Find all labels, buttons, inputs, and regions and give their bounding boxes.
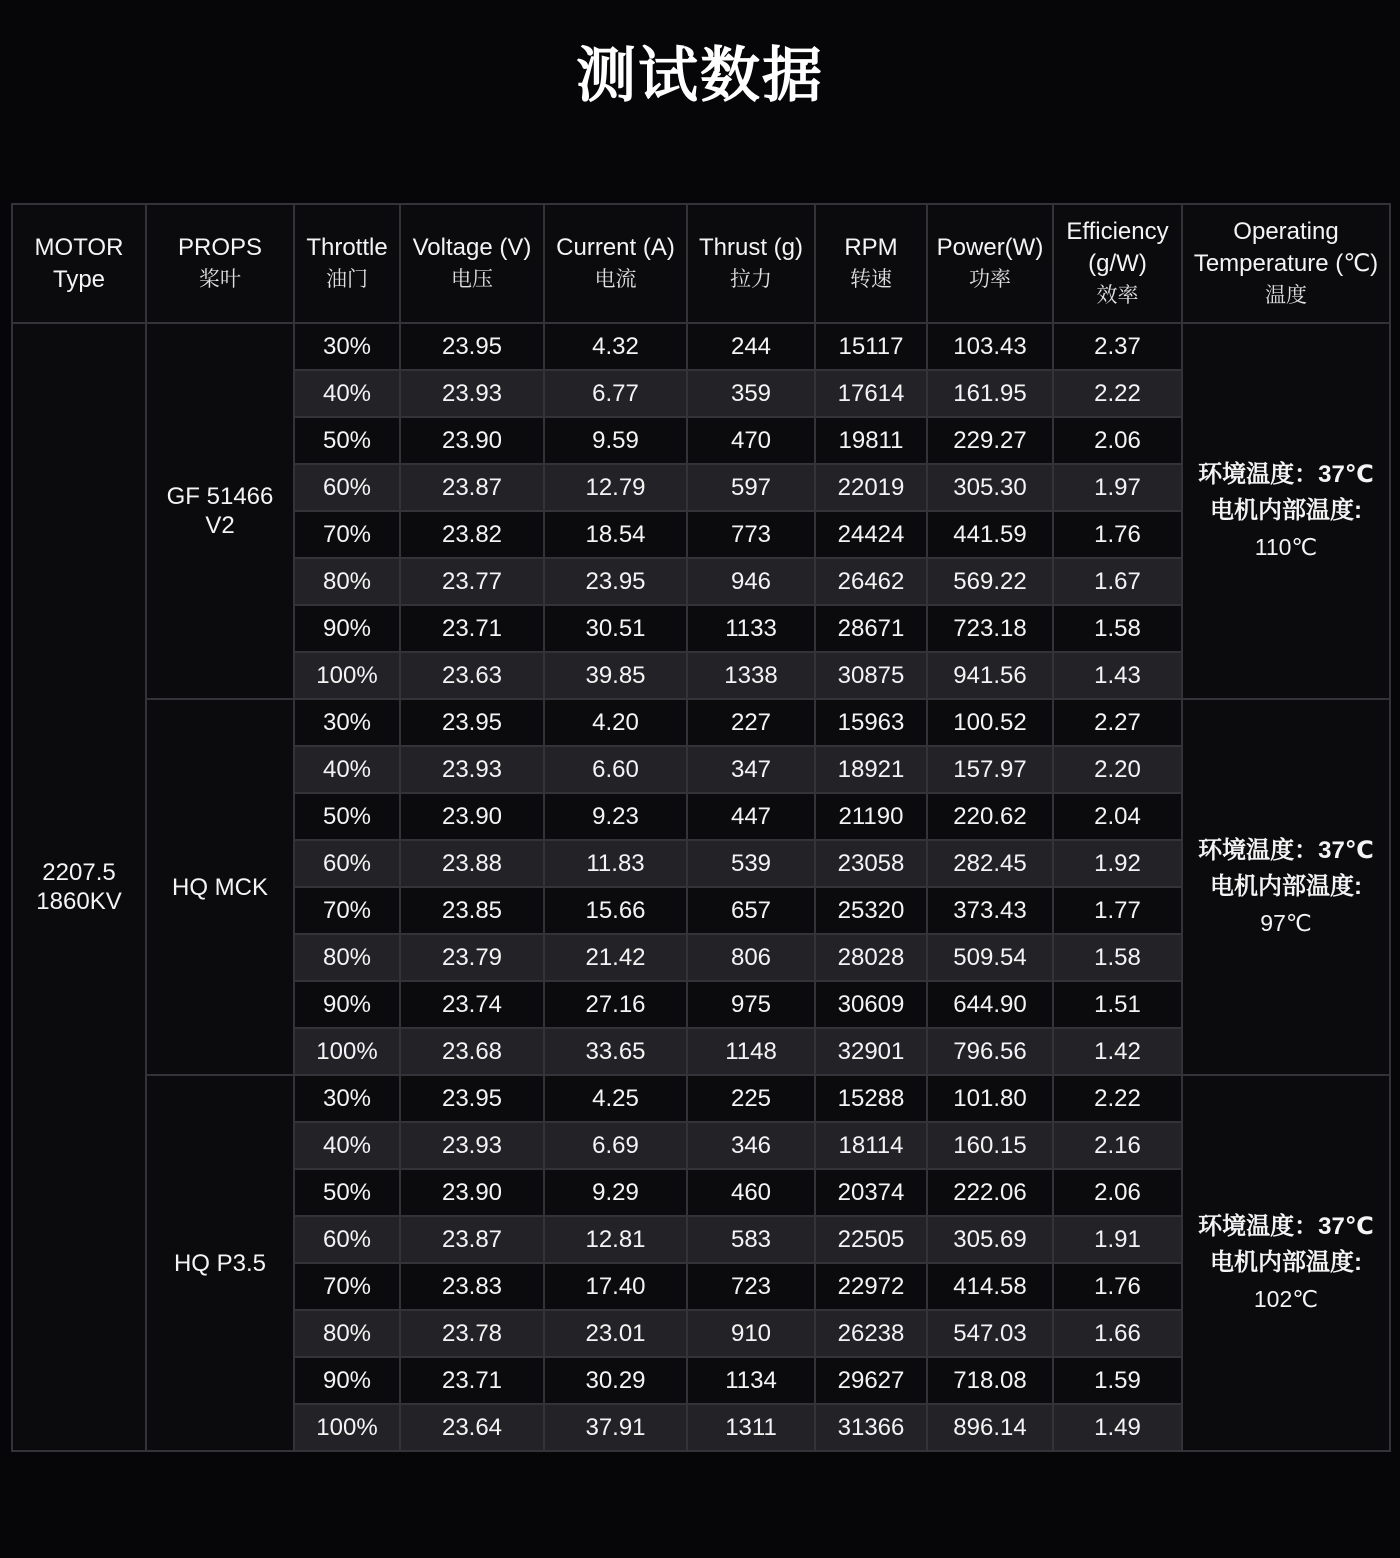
current-cell: 6.77 bbox=[544, 370, 687, 417]
table-body bbox=[12, 323, 1390, 1451]
efficiency-cell: 1.49 bbox=[1053, 1404, 1182, 1451]
efficiency-cell: 2.37 bbox=[1053, 323, 1182, 370]
power-cell: 644.90 bbox=[927, 981, 1053, 1028]
motor-type-cell: 2207.5 1860KV bbox=[12, 323, 146, 1451]
power-cell: 305.69 bbox=[927, 1216, 1053, 1263]
header-operating-temperature: Operating Temperature (℃) 温度 bbox=[1182, 204, 1390, 323]
rpm-cell: 26462 bbox=[815, 558, 927, 605]
rpm-cell: 29627 bbox=[815, 1357, 927, 1404]
power-cell: 569.22 bbox=[927, 558, 1053, 605]
throttle-cell: 30% bbox=[294, 699, 400, 746]
table-row bbox=[12, 699, 1390, 746]
voltage-cell: 23.88 bbox=[400, 840, 544, 887]
current-cell: 30.29 bbox=[544, 1357, 687, 1404]
table-header bbox=[12, 204, 1390, 323]
voltage-cell: 23.95 bbox=[400, 323, 544, 370]
thrust-cell: 806 bbox=[687, 934, 815, 981]
voltage-cell: 23.71 bbox=[400, 1357, 544, 1404]
voltage-cell: 23.93 bbox=[400, 370, 544, 417]
rpm-cell: 28671 bbox=[815, 605, 927, 652]
current-cell: 37.91 bbox=[544, 1404, 687, 1451]
throttle-cell: 90% bbox=[294, 605, 400, 652]
power-cell: 101.80 bbox=[927, 1075, 1053, 1122]
thrust-cell: 597 bbox=[687, 464, 815, 511]
efficiency-cell: 1.76 bbox=[1053, 511, 1182, 558]
thrust-cell: 657 bbox=[687, 887, 815, 934]
current-cell: 30.51 bbox=[544, 605, 687, 652]
prop-cell-hq-mck: HQ MCK bbox=[146, 699, 294, 1075]
throttle-cell: 80% bbox=[294, 934, 400, 981]
thrust-cell: 225 bbox=[687, 1075, 815, 1122]
power-cell: 414.58 bbox=[927, 1263, 1053, 1310]
rpm-cell: 20374 bbox=[815, 1169, 927, 1216]
rpm-cell: 28028 bbox=[815, 934, 927, 981]
rpm-cell: 30875 bbox=[815, 652, 927, 699]
efficiency-cell: 2.27 bbox=[1053, 699, 1182, 746]
thrust-cell: 723 bbox=[687, 1263, 815, 1310]
power-cell: 547.03 bbox=[927, 1310, 1053, 1357]
throttle-cell: 70% bbox=[294, 1263, 400, 1310]
current-cell: 17.40 bbox=[544, 1263, 687, 1310]
thrust-cell: 773 bbox=[687, 511, 815, 558]
throttle-cell: 50% bbox=[294, 1169, 400, 1216]
power-cell: 796.56 bbox=[927, 1028, 1053, 1075]
voltage-cell: 23.95 bbox=[400, 699, 544, 746]
current-cell: 12.81 bbox=[544, 1216, 687, 1263]
rpm-cell: 18114 bbox=[815, 1122, 927, 1169]
thrust-cell: 975 bbox=[687, 981, 815, 1028]
throttle-cell: 70% bbox=[294, 887, 400, 934]
voltage-cell: 23.90 bbox=[400, 793, 544, 840]
power-cell: 723.18 bbox=[927, 605, 1053, 652]
voltage-cell: 23.79 bbox=[400, 934, 544, 981]
voltage-cell: 23.71 bbox=[400, 605, 544, 652]
power-cell: 441.59 bbox=[927, 511, 1053, 558]
table-row bbox=[12, 323, 1390, 370]
voltage-cell: 23.68 bbox=[400, 1028, 544, 1075]
power-cell: 220.62 bbox=[927, 793, 1053, 840]
thrust-cell: 1338 bbox=[687, 652, 815, 699]
current-cell: 23.01 bbox=[544, 1310, 687, 1357]
thrust-cell: 910 bbox=[687, 1310, 815, 1357]
throttle-cell: 40% bbox=[294, 370, 400, 417]
power-cell: 941.56 bbox=[927, 652, 1053, 699]
efficiency-cell: 2.20 bbox=[1053, 746, 1182, 793]
efficiency-cell: 1.66 bbox=[1053, 1310, 1182, 1357]
efficiency-cell: 1.92 bbox=[1053, 840, 1182, 887]
current-cell: 6.69 bbox=[544, 1122, 687, 1169]
temperature-cell-hq-p3-5: 环境温度：37℃ 电机内部温度: 102℃ bbox=[1182, 1075, 1390, 1451]
header-voltage: Voltage (V) 电压 bbox=[400, 204, 544, 323]
power-cell: 282.45 bbox=[927, 840, 1053, 887]
current-cell: 9.23 bbox=[544, 793, 687, 840]
power-cell: 100.52 bbox=[927, 699, 1053, 746]
thrust-cell: 1133 bbox=[687, 605, 815, 652]
rpm-cell: 32901 bbox=[815, 1028, 927, 1075]
efficiency-cell: 2.06 bbox=[1053, 417, 1182, 464]
efficiency-cell: 2.22 bbox=[1053, 1075, 1182, 1122]
thrust-cell: 359 bbox=[687, 370, 815, 417]
thrust-cell: 470 bbox=[687, 417, 815, 464]
voltage-cell: 23.83 bbox=[400, 1263, 544, 1310]
page-title: 测试数据 bbox=[576, 42, 824, 109]
header-power: Power(W) 功率 bbox=[927, 204, 1053, 323]
thrust-cell: 227 bbox=[687, 699, 815, 746]
rpm-cell: 15963 bbox=[815, 699, 927, 746]
thrust-cell: 1148 bbox=[687, 1028, 815, 1075]
header-thrust: Thrust (g) 拉力 bbox=[687, 204, 815, 323]
current-cell: 4.32 bbox=[544, 323, 687, 370]
throttle-cell: 90% bbox=[294, 981, 400, 1028]
efficiency-cell: 1.58 bbox=[1053, 934, 1182, 981]
power-cell: 157.97 bbox=[927, 746, 1053, 793]
thrust-cell: 1311 bbox=[687, 1404, 815, 1451]
current-cell: 27.16 bbox=[544, 981, 687, 1028]
power-cell: 509.54 bbox=[927, 934, 1053, 981]
power-cell: 718.08 bbox=[927, 1357, 1053, 1404]
throttle-cell: 60% bbox=[294, 464, 400, 511]
rpm-cell: 18921 bbox=[815, 746, 927, 793]
motor-test-data-table bbox=[11, 203, 1391, 1452]
power-cell: 103.43 bbox=[927, 323, 1053, 370]
rpm-cell: 22019 bbox=[815, 464, 927, 511]
rpm-cell: 22972 bbox=[815, 1263, 927, 1310]
temperature-cell-hq-mck: 环境温度：37℃ 电机内部温度: 97℃ bbox=[1182, 699, 1390, 1075]
throttle-cell: 30% bbox=[294, 1075, 400, 1122]
voltage-cell: 23.78 bbox=[400, 1310, 544, 1357]
table-row bbox=[12, 1075, 1390, 1122]
efficiency-cell: 2.16 bbox=[1053, 1122, 1182, 1169]
throttle-cell: 40% bbox=[294, 746, 400, 793]
header-props: PROPS 桨叶 bbox=[146, 204, 294, 323]
throttle-cell: 100% bbox=[294, 652, 400, 699]
voltage-cell: 23.90 bbox=[400, 417, 544, 464]
rpm-cell: 21190 bbox=[815, 793, 927, 840]
rpm-cell: 23058 bbox=[815, 840, 927, 887]
current-cell: 39.85 bbox=[544, 652, 687, 699]
current-cell: 4.25 bbox=[544, 1075, 687, 1122]
thrust-cell: 447 bbox=[687, 793, 815, 840]
header-efficiency: Efficiency (g/W) 效率 bbox=[1053, 204, 1182, 323]
rpm-cell: 19811 bbox=[815, 417, 927, 464]
power-cell: 896.14 bbox=[927, 1404, 1053, 1451]
efficiency-cell: 1.77 bbox=[1053, 887, 1182, 934]
efficiency-cell: 1.97 bbox=[1053, 464, 1182, 511]
efficiency-cell: 1.67 bbox=[1053, 558, 1182, 605]
throttle-cell: 90% bbox=[294, 1357, 400, 1404]
current-cell: 9.29 bbox=[544, 1169, 687, 1216]
current-cell: 6.60 bbox=[544, 746, 687, 793]
efficiency-cell: 1.76 bbox=[1053, 1263, 1182, 1310]
voltage-cell: 23.93 bbox=[400, 746, 544, 793]
power-cell: 160.15 bbox=[927, 1122, 1053, 1169]
throttle-cell: 30% bbox=[294, 323, 400, 370]
rpm-cell: 24424 bbox=[815, 511, 927, 558]
current-cell: 11.83 bbox=[544, 840, 687, 887]
header-motor-type: MOTOR Type bbox=[12, 204, 146, 323]
thrust-cell: 244 bbox=[687, 323, 815, 370]
thrust-cell: 347 bbox=[687, 746, 815, 793]
header-throttle: Throttle 油门 bbox=[294, 204, 400, 323]
voltage-cell: 23.82 bbox=[400, 511, 544, 558]
voltage-cell: 23.74 bbox=[400, 981, 544, 1028]
throttle-cell: 70% bbox=[294, 511, 400, 558]
power-cell: 305.30 bbox=[927, 464, 1053, 511]
rpm-cell: 31366 bbox=[815, 1404, 927, 1451]
temperature-cell-gf-51466-v2: 环境温度：37℃ 电机内部温度: 110℃ bbox=[1182, 323, 1390, 699]
current-cell: 12.79 bbox=[544, 464, 687, 511]
thrust-cell: 583 bbox=[687, 1216, 815, 1263]
voltage-cell: 23.90 bbox=[400, 1169, 544, 1216]
rpm-cell: 15288 bbox=[815, 1075, 927, 1122]
efficiency-cell: 2.22 bbox=[1053, 370, 1182, 417]
efficiency-cell: 1.59 bbox=[1053, 1357, 1182, 1404]
header-rpm: RPM 转速 bbox=[815, 204, 927, 323]
throttle-cell: 50% bbox=[294, 417, 400, 464]
voltage-cell: 23.63 bbox=[400, 652, 544, 699]
efficiency-cell: 1.43 bbox=[1053, 652, 1182, 699]
rpm-cell: 22505 bbox=[815, 1216, 927, 1263]
voltage-cell: 23.93 bbox=[400, 1122, 544, 1169]
rpm-cell: 15117 bbox=[815, 323, 927, 370]
current-cell: 4.20 bbox=[544, 699, 687, 746]
power-cell: 161.95 bbox=[927, 370, 1053, 417]
voltage-cell: 23.87 bbox=[400, 1216, 544, 1263]
throttle-cell: 60% bbox=[294, 840, 400, 887]
thrust-cell: 1134 bbox=[687, 1357, 815, 1404]
thrust-cell: 539 bbox=[687, 840, 815, 887]
current-cell: 21.42 bbox=[544, 934, 687, 981]
prop-cell-gf-51466-v2: GF 51466 V2 bbox=[146, 323, 294, 699]
voltage-cell: 23.87 bbox=[400, 464, 544, 511]
throttle-cell: 80% bbox=[294, 558, 400, 605]
prop-cell-hq-p3-5: HQ P3.5 bbox=[146, 1075, 294, 1451]
efficiency-cell: 1.91 bbox=[1053, 1216, 1182, 1263]
thrust-cell: 346 bbox=[687, 1122, 815, 1169]
current-cell: 18.54 bbox=[544, 511, 687, 558]
thrust-cell: 460 bbox=[687, 1169, 815, 1216]
thrust-cell: 946 bbox=[687, 558, 815, 605]
throttle-cell: 50% bbox=[294, 793, 400, 840]
header-current: Current (A) 电流 bbox=[544, 204, 687, 323]
efficiency-cell: 2.06 bbox=[1053, 1169, 1182, 1216]
throttle-cell: 40% bbox=[294, 1122, 400, 1169]
voltage-cell: 23.77 bbox=[400, 558, 544, 605]
current-cell: 33.65 bbox=[544, 1028, 687, 1075]
rpm-cell: 26238 bbox=[815, 1310, 927, 1357]
throttle-cell: 80% bbox=[294, 1310, 400, 1357]
current-cell: 9.59 bbox=[544, 417, 687, 464]
voltage-cell: 23.64 bbox=[400, 1404, 544, 1451]
efficiency-cell: 2.04 bbox=[1053, 793, 1182, 840]
current-cell: 15.66 bbox=[544, 887, 687, 934]
power-cell: 229.27 bbox=[927, 417, 1053, 464]
efficiency-cell: 1.58 bbox=[1053, 605, 1182, 652]
throttle-cell: 100% bbox=[294, 1404, 400, 1451]
efficiency-cell: 1.42 bbox=[1053, 1028, 1182, 1075]
power-cell: 373.43 bbox=[927, 887, 1053, 934]
rpm-cell: 30609 bbox=[815, 981, 927, 1028]
efficiency-cell: 1.51 bbox=[1053, 981, 1182, 1028]
throttle-cell: 100% bbox=[294, 1028, 400, 1075]
voltage-cell: 23.85 bbox=[400, 887, 544, 934]
current-cell: 23.95 bbox=[544, 558, 687, 605]
power-cell: 222.06 bbox=[927, 1169, 1053, 1216]
rpm-cell: 25320 bbox=[815, 887, 927, 934]
throttle-cell: 60% bbox=[294, 1216, 400, 1263]
header-row bbox=[12, 204, 1390, 323]
voltage-cell: 23.95 bbox=[400, 1075, 544, 1122]
rpm-cell: 17614 bbox=[815, 370, 927, 417]
